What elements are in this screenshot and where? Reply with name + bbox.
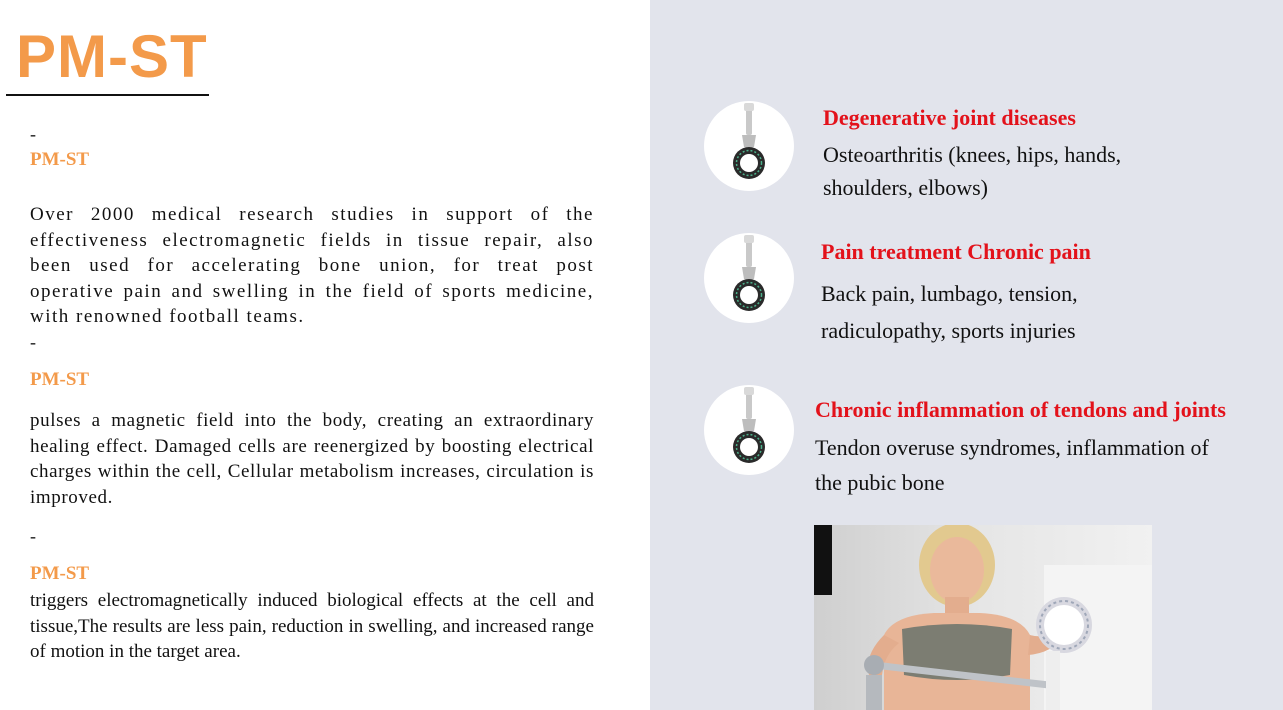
indication-1-text bbox=[823, 138, 1121, 204]
title-underline bbox=[6, 94, 209, 96]
device-applicator-icon bbox=[704, 385, 794, 475]
section-2-body: pulses a magnetic field into the body, creating an extraordinary healing effect. Damaged cells are reenergized by boosting electrical charges within the cell, Cellular metabolism increases, circulation is improved. bbox=[30, 410, 594, 508]
device-applicator-icon bbox=[704, 101, 794, 191]
section-1-body: Over 2000 medical research studies in support of the effectiveness electromagnetic fields in tissue repair, also been used for accelerating bone union, for treat post operative pain and swelling in the field of sports medicine, with renowned football teams. bbox=[30, 204, 594, 327]
indication-1-line-2: shoulders, elbows) bbox=[823, 175, 988, 200]
page-title: PM-ST bbox=[16, 23, 208, 90]
indication-3-title: Chronic inflammation of tendons and joints bbox=[815, 397, 1226, 422]
indication-1-line-1: Osteoarthritis (knees, hips, hands, bbox=[823, 142, 1122, 167]
section-3-dash: - bbox=[30, 526, 36, 546]
section-2-heading: PM-ST bbox=[30, 369, 90, 390]
indication-1-title: Degenerative joint diseases bbox=[823, 105, 1076, 130]
section-1-heading: PM-ST bbox=[30, 149, 90, 170]
section-3-body: triggers electromagnetically induced biological effects at the cell and tissue,The results are less pain, reduction in swelling, and increased range of motion in the target area. bbox=[30, 590, 594, 662]
section-1-dash: - bbox=[30, 124, 36, 144]
product-photo bbox=[814, 525, 1152, 710]
indication-2-title: Pain treatment Chronic pain bbox=[821, 239, 1091, 264]
device-applicator-icon bbox=[704, 233, 794, 323]
indication-2-text bbox=[821, 275, 1078, 349]
section-2-dash: - bbox=[30, 332, 36, 352]
section-3-heading: PM-ST bbox=[30, 563, 90, 584]
indication-2-line-1: Back pain, lumbago, tension, bbox=[821, 281, 1078, 306]
indication-3-line-1: Tendon overuse syndromes, inflammation of bbox=[815, 435, 1209, 460]
indication-2-line-2: radiculopathy, sports injuries bbox=[821, 318, 1076, 343]
indication-3-text bbox=[815, 430, 1209, 500]
indication-3-line-2: the pubic bone bbox=[815, 470, 945, 495]
